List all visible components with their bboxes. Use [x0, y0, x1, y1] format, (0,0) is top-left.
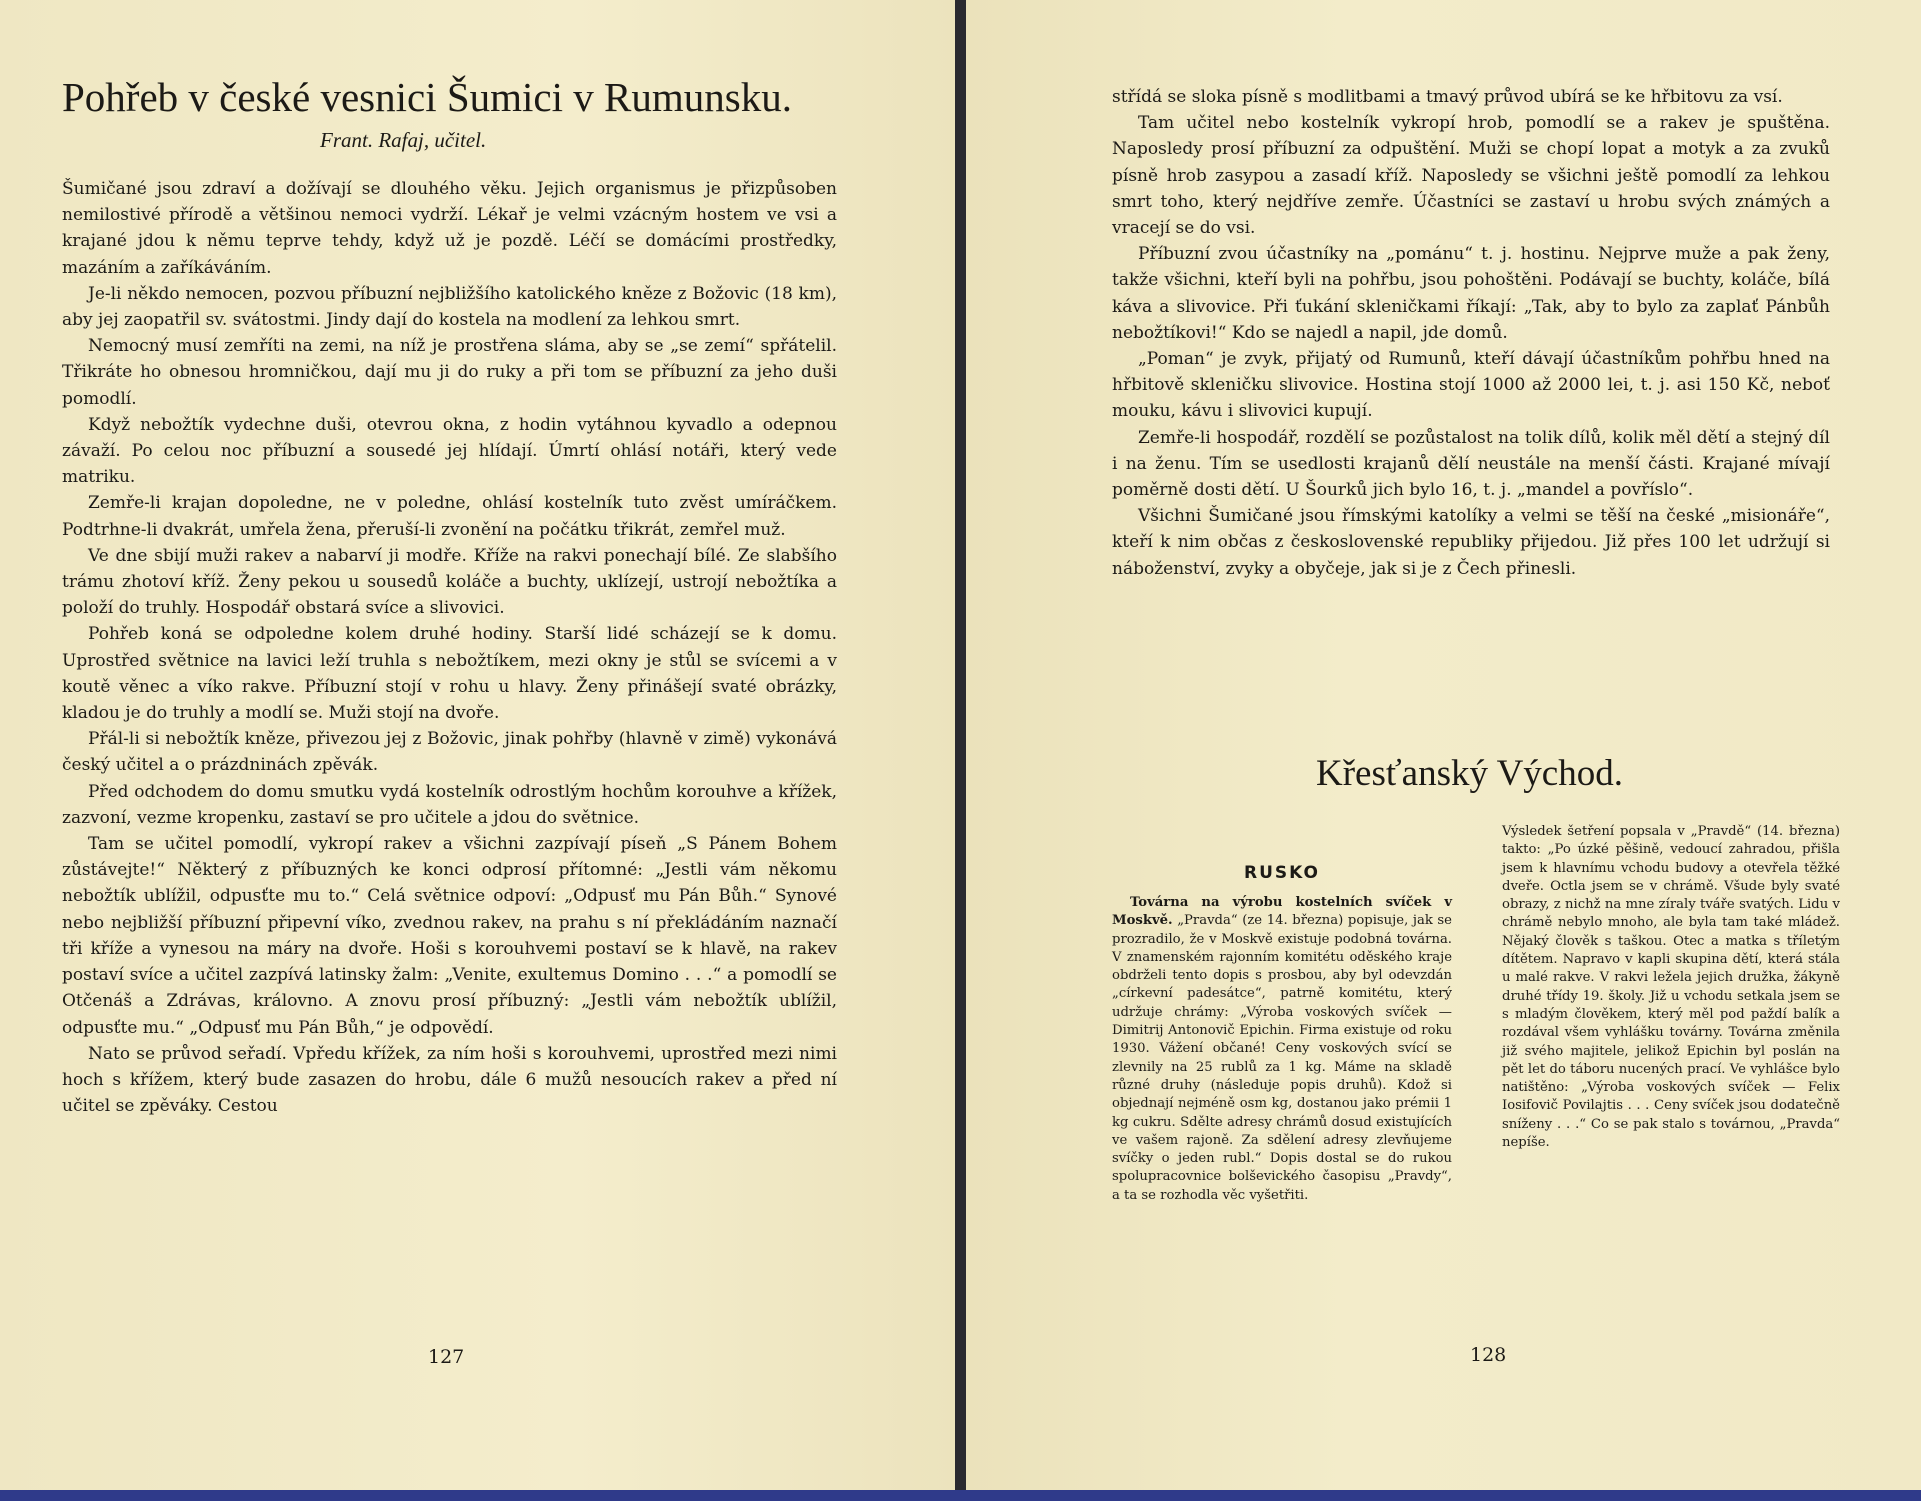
news-column-right	[1502, 823, 1840, 1152]
section-title: Křesťanský Východ.	[1316, 753, 1623, 794]
left-page	[0, 0, 955, 1490]
paragraph: Nato se průvod seřadí. Vpředu křížek, za ním hoši s korouhvemi, uprostřed mezi nimi hoch s křížem, který bude zasazen do hrobu, dále 6 mužů nesoucích rakev a před ní učitel se zpěváky. Cestou	[62, 1043, 837, 1117]
page-number: 128	[1470, 1344, 1507, 1366]
paragraph: Zemře-li hospodář, rozdělí se pozůstalost na tolik dílů, kolik měl dětí a stejný díl i na ženu. Tím se usedlosti krajanů dělí neustále na menší části. Krajané mívají poměrně dosti dětí. U Šourků jich bylo 16, t. j. „mandel a povříslo“.	[1112, 427, 1830, 501]
paragraph: Příbuzní zvou účastníky na „pománu“ t. j. hostinu. Nejprve muže a pak ženy, takže všichni, kteří byli na pohřbu, jsou pohoštěni. Podávají se buchty, koláče, bílá káva a slivovice. Při ťukání skleničkami říkají: „Tak, aby to bylo za zaplať Pánbůh nebožtíkovi!“ Kdo se najedl a napil, jde domů.	[1112, 244, 1830, 343]
book-gutter	[955, 0, 966, 1501]
news-paragraph	[1112, 894, 1452, 1205]
news-lead: Továrna na výrobu kostelních svíček v Moskvě.	[1112, 895, 1452, 929]
scan-edge-strip	[0, 1490, 1921, 1501]
right-page	[966, 0, 1921, 1490]
news-column-left	[1112, 862, 1452, 1205]
paragraph: Pohřeb koná se odpoledne kolem druhé hodiny. Starší lidé scházejí se k domu. Uprostřed světnice na lavici leží truhla s nebožtíkem, mezi okny je stůl se svícemi a v koutě věnec a víko rakve. Příbuzní stojí v rohu u hlavy. Ženy přinášejí svaté obrázky, kladou je do truhly a modlí se. Muži stojí na dvoře.	[62, 624, 837, 724]
paragraph: „Poman“ je zvyk, přijatý od Rumunů, kteří dávají účastníkům pohřbu hned na hřbitově skleničku slivovice. Hostina stojí 1000 až 2000 lei, t. j. asi 150 Kč, neboť mouku, kávu i slivovici kupují.	[1112, 349, 1830, 422]
paragraph: Šumičané jsou zdraví a dožívají se dlouhého věku. Jejich organismus je přizpůsoben nemilostivé přírodě a většinou nemoci vydrží. Lékař je velmi vzácným hostem ve vsi a krajané jdou k němu teprve tehdy, když už je pozdě. Léčí se domácími prostředky, mazáním a zaříkáváním.	[62, 179, 837, 278]
paragraph: Ve dne sbijí muži rakev a nabarví ji modře. Kříže na rakvi ponechají bílé. Ze slabšího trámu zhotoví kříž. Ženy pekou u sousedů koláče a buchty, uklízejí, ustrojí nebožtíka a položí do truhly. Hospodář obstará svíce a slivovici.	[62, 545, 837, 619]
paragraph: Přál-li si nebožtík kněze, přivezou jej z Božovic, jinak pohřby (hlavně v zimě) vykonává český učitel a o prázdninách zpěvák.	[62, 729, 837, 776]
paragraph: Nemocný musí zemříti na zemi, na níž je prostřena sláma, aby se „se zemí“ spřátelil. Třikráte ho obnesou hromničkou, dají mu ji do ruky a při tom se příbuzní za jeho duši pomodlí.	[62, 336, 837, 409]
column-heading: RUSKO	[1244, 863, 1320, 883]
paragraph: Je-li někdo nemocen, pozvou příbuzní nejbližšího katolického kněze z Božovic (18 km), aby jej zaopatřil sv. svátostmi. Jindy dají do kostela na modlení za lehkou smrt.	[62, 283, 837, 331]
paragraph: Všichni Šumičané jsou římskými katolíky a velmi se těší na české „misionáře“, kteří k nim občas z československé republiky přijedou. Již přes 100 let udržují si náboženství, zvyky a obyčeje, jak si je z Čech přinesli.	[1112, 506, 1830, 579]
paragraph: Zemře-li krajan dopoledne, ne v poledne, ohlásí kostelník tuto zvěst umíráčkem. Podtrhne-li dvakrát, umřela žena, přeruší-li zvonění na počátku třikrát, zemřel muž.	[62, 493, 837, 540]
paragraph: Tam učitel nebo kostelník vykropí hrob, pomodlí se a rakev je spuštěna. Naposledy prosí příbuzní za odpuštění. Muži se chopí lopat a motyk a za zvuků písně hrob zasypou a zasadí kříž. Naposledy se všichni ještě pomodlí za lehkou smrt toho, který nejdříve zemře. Účastníci se zastaví u hrobu svých známých a vracejí se do vsi.	[1112, 113, 1830, 239]
paragraph: střídá se sloka písně s modlitbami a tmavý průvod ubírá se ke hřbitovu za vsí.	[1112, 87, 1783, 107]
article-title: Pohřeb v české vesnici Šumici v Rumunsku.	[62, 74, 792, 120]
article-author: Frant. Rafaj, učitel.	[320, 128, 487, 152]
paragraph: Tam se učitel pomodlí, vykropí rakev a všichni zazpívají píseň „S Pánem Bohem zůstávejte!“ Některý z příbuzných ke konci odprosí přítomné: „Jestli vám někomu nebožtík ublížil, odpusťte mu to.“ Celá světnice odpoví: „Odpusť mu Pán Bůh.“ Synové nebo nejbližší příbuzní připevní víko, zvednou rakev, na prahu s ní překládáním naznačí tři kříže a vynesou na máry na dvoře. Hoši s korouhvemi postaví se k hlavě, na rakev postaví svíce a učitel zazpívá latinsky žalm: „Venite, exultemus Domino . . .“ a pomodlí se Otčenáš a Zdrávas, královno. A znovu prosí příbuzný: „Jestli vám nebožtík ublížil, odpusťte mu.“ „Odpusť mu Pán Bůh,“ je odpovědí.	[62, 834, 837, 1038]
article-body	[62, 176, 837, 1119]
news-text: „Pravda“ (ze 14. března) popisuje, jak se prozradilo, že v Moskvě existuje podobná továrna. V znamenském rajonním komitétu oděského kraje obdrželi tento dopis s prosbou, aby byl odevzdán „církevní padesátce“, patrně komitétu, který udržuje chrámy: „Výroba voskových svíček — Dimitrij Antonovič Epichin. Firma existuje od roku 1930. Vážení občané! Ceny voskových svící se zlevnily na 25 rublů za 1 kg. Máme na skladě různé druhy (následuje popis druhů). Kdož si objednají nejméně osm kg, dostanou jako prémii 1 kg cukru. Sdělte adresy chrámů dosud existujících ve vašem rajoně. Za sdělení adresy zlevňujeme svíčky o jeden rubl.“ Dopis dostal se do rukou spolupracovnice bolševického časopisu „Pravdy“, a ta se rozhodla věc vyšetřiti.	[1112, 913, 1452, 1203]
paragraph: Když nebožtík vydechne duši, otevrou okna, z hodin vytáhnou kyvadlo a odepnou závaží. Po celou noc příbuzní a sousedé jej hlídají. Úmrtí ohlásí notáři, který vede matriku.	[62, 414, 837, 488]
page-number: 127	[428, 1346, 465, 1368]
paragraph: Před odchodem do domu smutku vydá kostelník odrostlým hochům korouhve a křížek, zazvoní, vezme kropenku, zastaví se pro učitele a jdou do světnice.	[62, 781, 837, 828]
article-continuation	[1112, 84, 1830, 582]
news-paragraph: Výsledek šetření popsala v „Pravdě“ (14. března) takto: „Po úzké pěšině, vedoucí zahradou, přišla jsem k hlavnímu vchodu budovy a otevřela těžké dveře. Octla jsem se v chrámě. Všude byly svaté obrazy, z nichž na mne zíraly tváře svatých. Lidu v chrámě nebylo mnoho, ale byla tam také mládež. Nějaký člověk s taškou. Otec a matka s tříletým dítětem. Napravo v kapli skupina dětí, která stála u malé rakve. V rakvi ležela jejich družka, žákyně druhé třídy 19. školy. Již u vchodu setkala jsem se s mladým člověkem, který měl pod paždí balík a rozdával všem vyhlášku továrny. Továrna změnila již svého majitele, jelikož Epichin byl poslán na pět let do táboru nucených prací. Ve vyhlášce bylo natištěno: „Výroba voskových svíček — Felix Iosifovič Povilajtis . . . Ceny svíček jsou dodatečně sníženy . . .“ Co se pak stalo s továrnou, „Pravda“ nepíše.	[1502, 824, 1840, 1151]
